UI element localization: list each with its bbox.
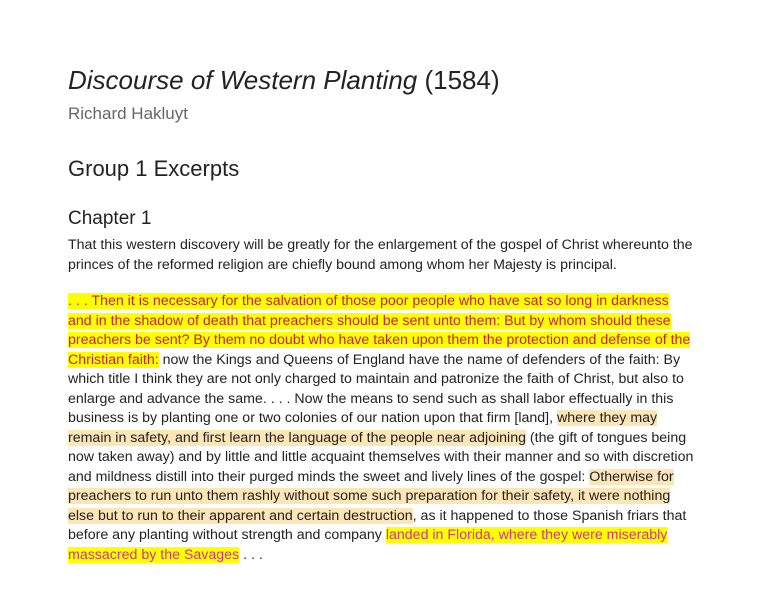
highlight-orange-segment: Otherwise for preachers to run unto them rashly without some such preparation for their safety, it were nothing else but to run to their apparent and certain destruction [68, 468, 674, 524]
plain-segment: now the Kings and Queens of England have the name of defenders of the faith: By which title I think they are not only charged to maintain and patronize the faith of Christ, but also to enlarge and advance the same. . . . Now the means to send such as shall labor effectually in this business is by planting one or two colonies of our nation upon that firm [land], [68, 351, 684, 426]
document-page [68, 62, 696, 565]
plain-segment: , as it happened to those Spanish friars that before any planting without strength and company [68, 507, 687, 543]
title-italic-text: Discourse of Western Planting [68, 65, 418, 95]
plain-segment: . . . [239, 546, 263, 563]
document-author: Richard Hakluyt [68, 104, 188, 123]
group-heading: Group 1 Excerpts [68, 156, 240, 181]
plain-segment: (the gift of tongues being now taken away) and by little and little acquaint themselves with their manner and so with discretion and mildness distill into their purged minds the sweet and lively lines of the gospel: [68, 429, 694, 485]
highlight-orange-segment: where they may remain in safety, and first learn the language of the people near adjoining [68, 410, 658, 446]
title-year-text: (1584) [417, 65, 500, 95]
excerpt-paragraph [68, 292, 696, 565]
intro-paragraph: That this western discovery will be greatly for the enlargement of the gospel of Christ whereunto the princes of the reformed religion are chiefly bound among whom her Majesty is principal. [68, 237, 693, 273]
document-title [68, 62, 696, 98]
chapter-heading: Chapter 1 [68, 208, 152, 229]
highlight-pink-segment: landed in Florida, where they were miserably massacred by the Savages [68, 527, 668, 563]
highlight-red-segment: . . . Then it is necessary for the salvation of those poor people who have sat so long in darkness and in the shadow of death that preachers should be sent unto them: But by whom should these preachers be sent? By them no doubt who have taken upon them the protection and defense of the Christian faith: [68, 293, 691, 368]
